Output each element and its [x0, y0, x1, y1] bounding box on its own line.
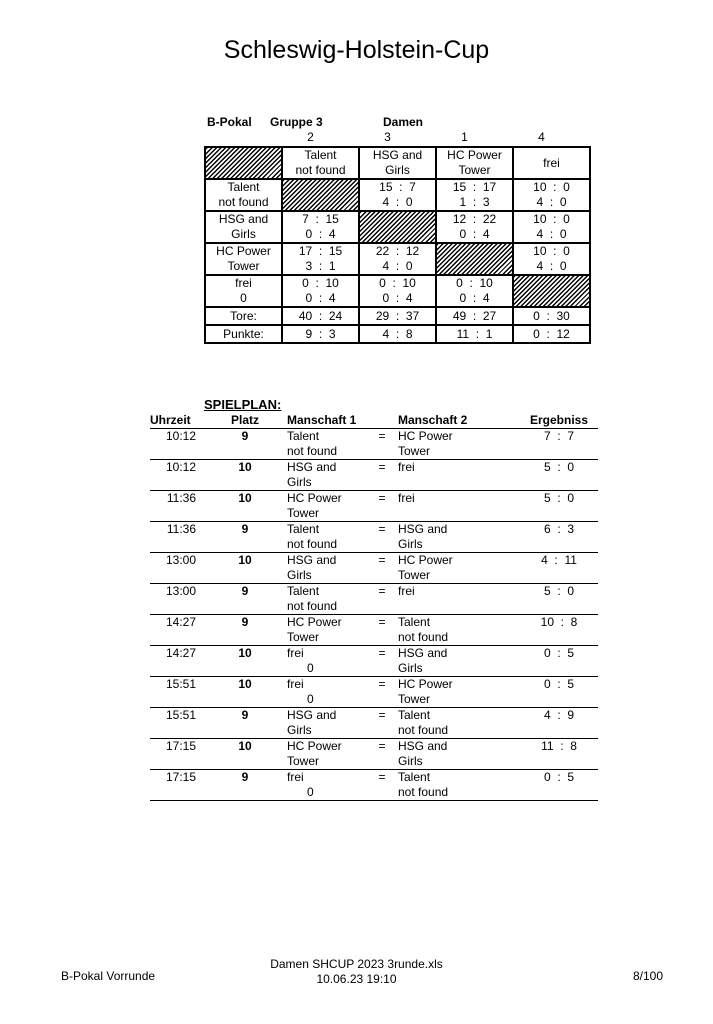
spielplan-title: SPIELPLAN: — [204, 397, 282, 412]
match-time: 17:15 — [165, 770, 196, 784]
table-row — [150, 460, 598, 491]
punkte-value: 4 : 8 — [359, 325, 436, 343]
team-1: HSG and Girls — [287, 708, 337, 737]
col-header: HSG and Girls — [359, 147, 436, 179]
versus-sign: = — [378, 739, 386, 753]
diagonal-cell — [513, 275, 590, 307]
versus-sign: = — [378, 770, 386, 784]
score-cell: 10 : 0 4 : 0 — [513, 179, 590, 211]
match-result: 11 : 8 — [541, 739, 577, 753]
footer-filename: Damen SHCUP 2023 3runde.xls — [270, 957, 443, 971]
team-1: HSG and Girls — [287, 553, 337, 582]
punkte-value: 11 : 1 — [436, 325, 513, 343]
group-label: Gruppe 3 — [270, 115, 323, 129]
team-2: Talent not found — [398, 708, 449, 737]
table-row — [150, 677, 598, 708]
match-time: 15:51 — [165, 708, 196, 722]
table-row — [150, 770, 598, 801]
table-row — [150, 522, 598, 553]
team-1: frei 0 — [287, 770, 314, 799]
match-time: 17:15 — [165, 739, 196, 753]
match-result: 5 : 0 — [543, 460, 575, 474]
header-uhrzeit: Uhrzeit — [150, 413, 191, 427]
score-cell: 0 : 10 0 : 4 — [436, 275, 513, 307]
header-platz: Platz — [230, 413, 259, 427]
punkte-value: 9 : 3 — [282, 325, 359, 343]
match-result: 0 : 5 — [543, 770, 575, 784]
team-1: HSG and Girls — [287, 460, 337, 489]
versus-sign: = — [378, 553, 386, 567]
match-platz: 10 — [238, 739, 252, 753]
team-2: Talent not found — [398, 615, 449, 644]
score-cell: 17 : 15 3 : 1 — [282, 243, 359, 275]
match-result: 5 : 0 — [543, 584, 575, 598]
versus-sign: = — [378, 491, 386, 505]
team-2: frei — [398, 460, 415, 474]
score-cell: 10 : 0 4 : 0 — [513, 211, 590, 243]
score-cell: 10 : 0 4 : 0 — [513, 243, 590, 275]
match-result: 5 : 0 — [543, 491, 575, 505]
team-2: Talent not found — [398, 770, 449, 799]
team-1: Talent not found — [287, 522, 338, 551]
team-2: frei — [398, 584, 415, 598]
score-cell: 15 : 7 4 : 0 — [359, 179, 436, 211]
score-cell: 22 : 12 4 : 0 — [359, 243, 436, 275]
table-row — [150, 615, 598, 646]
col-header: Talent not found — [282, 147, 359, 179]
diagonal-cell — [282, 179, 359, 211]
footer-page: 8/100 — [632, 969, 663, 983]
page-title: Schleswig-Holstein-Cup — [223, 36, 490, 64]
matrix-corner — [205, 147, 282, 179]
match-time: 10:12 — [165, 429, 196, 443]
score-cell: 15 : 17 1 : 3 — [436, 179, 513, 211]
match-time: 15:51 — [165, 677, 196, 691]
match-platz: 9 — [241, 522, 249, 536]
match-platz: 9 — [241, 770, 249, 784]
table-row — [150, 553, 598, 584]
header-manschaft-1: Manschaft 1 — [287, 413, 357, 427]
table-row — [150, 739, 598, 770]
header-manschaft-2: Manschaft 2 — [398, 413, 468, 427]
score-cell: 0 : 10 0 : 4 — [282, 275, 359, 307]
match-result: 0 : 5 — [543, 646, 575, 660]
schedule-table — [150, 413, 598, 801]
tore-value: 29 : 37 — [359, 307, 436, 325]
versus-sign: = — [378, 708, 386, 722]
header-ergebniss: Ergebniss — [529, 413, 589, 427]
team-2: HSG and Girls — [398, 739, 448, 768]
versus-sign: = — [378, 522, 386, 536]
score-cell: 7 : 15 0 : 4 — [282, 211, 359, 243]
match-result: 6 : 3 — [543, 522, 575, 536]
row-header: HC Power Tower — [205, 243, 282, 275]
team-1: HC Power Tower — [287, 615, 342, 644]
match-time: 13:00 — [165, 584, 196, 598]
col-number: 1 — [461, 130, 468, 144]
team-1: Talent not found — [287, 429, 338, 458]
row-header: Talent not found — [205, 179, 282, 211]
versus-sign: = — [378, 615, 386, 629]
match-platz: 10 — [238, 646, 252, 660]
versus-sign: = — [378, 677, 386, 691]
table-row — [150, 429, 598, 460]
match-time: 13:00 — [165, 553, 196, 567]
schedule-header — [150, 413, 598, 429]
tore-label: Tore: — [205, 307, 282, 325]
match-result: 4 : 11 — [541, 553, 577, 567]
match-platz: 9 — [241, 708, 249, 722]
results-matrix — [204, 146, 591, 344]
match-platz: 10 — [238, 460, 252, 474]
punkte-label: Punkte: — [205, 325, 282, 343]
match-time: 10:12 — [165, 460, 196, 474]
footer-left: B-Pokal Vorrunde — [61, 969, 156, 983]
match-result: 10 : 8 — [540, 615, 578, 629]
diagonal-cell — [436, 243, 513, 275]
match-result: 4 : 9 — [543, 708, 575, 722]
row-header: HSG and Girls — [205, 211, 282, 243]
team-2: HSG and Girls — [398, 522, 448, 551]
team-1: frei 0 — [287, 646, 314, 675]
col-number: 2 — [307, 130, 314, 144]
match-time: 14:27 — [165, 646, 196, 660]
table-row — [150, 708, 598, 739]
versus-sign: = — [378, 646, 386, 660]
versus-sign: = — [378, 460, 386, 474]
col-number: 3 — [384, 130, 391, 144]
team-1: Talent not found — [287, 584, 338, 613]
row-header: frei 0 — [205, 275, 282, 307]
table-row — [150, 491, 598, 522]
match-time: 14:27 — [165, 615, 196, 629]
tore-value: 40 : 24 — [282, 307, 359, 325]
match-time: 11:36 — [166, 491, 196, 505]
col-header: frei — [513, 147, 590, 179]
punkte-value: 0 : 12 — [513, 325, 590, 343]
diagonal-cell — [359, 211, 436, 243]
versus-sign: = — [378, 584, 386, 598]
match-result: 0 : 5 — [543, 677, 575, 691]
col-header: HC Power Tower — [436, 147, 513, 179]
tore-value: 0 : 30 — [513, 307, 590, 325]
match-platz: 9 — [241, 429, 249, 443]
team-2: HC Power Tower — [398, 553, 453, 582]
match-platz: 10 — [238, 677, 252, 691]
team-1: HC Power Tower — [287, 739, 342, 768]
table-row — [150, 646, 598, 677]
team-2: frei — [398, 491, 415, 505]
match-result: 7 : 7 — [543, 429, 575, 443]
match-platz: 9 — [241, 584, 249, 598]
team-1: frei 0 — [287, 677, 314, 706]
team-1: HC Power Tower — [287, 491, 342, 520]
tore-value: 49 : 27 — [436, 307, 513, 325]
match-platz: 9 — [241, 615, 249, 629]
team-2: HC Power Tower — [398, 429, 453, 458]
table-row — [150, 584, 598, 615]
score-cell: 0 : 10 0 : 4 — [359, 275, 436, 307]
match-platz: 10 — [238, 491, 252, 505]
team-2: HC Power Tower — [398, 677, 453, 706]
versus-sign: = — [378, 429, 386, 443]
pokal-label: B-Pokal — [207, 115, 252, 129]
col-number: 4 — [538, 130, 545, 144]
category-label: Damen — [383, 115, 424, 129]
match-platz: 10 — [238, 553, 252, 567]
match-time: 11:36 — [166, 522, 196, 536]
team-2: HSG and Girls — [398, 646, 448, 675]
footer-datetime: 10.06.23 19:10 — [316, 972, 397, 986]
score-cell: 12 : 22 0 : 4 — [436, 211, 513, 243]
